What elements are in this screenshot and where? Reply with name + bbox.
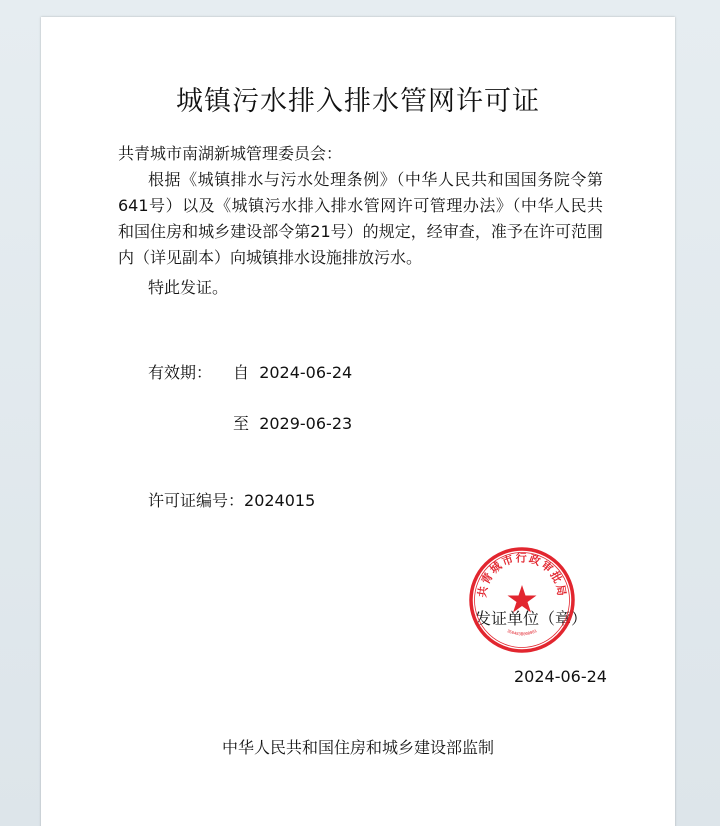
official-seal bbox=[468, 546, 576, 654]
seal-text: 共青城市行政审批局 bbox=[475, 551, 569, 599]
certificate-page bbox=[41, 17, 675, 826]
license-number-value: 2024015 bbox=[244, 491, 316, 510]
license-number bbox=[148, 488, 315, 514]
validity-from-prefix: 自 bbox=[233, 363, 250, 382]
seal-star-icon bbox=[508, 585, 537, 613]
addressee: 共青城市南湖新城管理委员会： bbox=[118, 144, 343, 163]
supervision-footer: 中华人民共和国住房和城乡建设部监制 bbox=[221, 738, 494, 757]
issue-date: 2024-06-24 bbox=[514, 667, 607, 686]
license-number-label: 许可证编号： bbox=[148, 491, 245, 510]
legal-basis-paragraph: 根据《城镇排水与污水处理条例》（中华人民共和国国务院令第641号）以及《城镇污水排入排水管网许可管理办法》（中华人民共和国住房和城乡建设部令第21号）的规定，经审查，准予在许可范围内（详见副本）向城镇排水设施排放污水。 bbox=[118, 170, 603, 267]
validity-to bbox=[233, 411, 352, 437]
seal-code: 3604830000001 bbox=[506, 628, 538, 637]
validity-to-date: 2029-06-23 bbox=[259, 414, 353, 433]
issuer-label: 发证单位（章） bbox=[475, 609, 588, 628]
validity-label: 有效期： bbox=[148, 363, 213, 382]
validity-from bbox=[233, 360, 352, 386]
special-note: 特此发证。 bbox=[148, 278, 229, 297]
certificate-title: 城镇污水排入排水管网许可证 bbox=[176, 86, 540, 117]
validity-to-prefix: 至 bbox=[233, 414, 250, 433]
validity-from-date: 2024-06-24 bbox=[259, 363, 353, 382]
